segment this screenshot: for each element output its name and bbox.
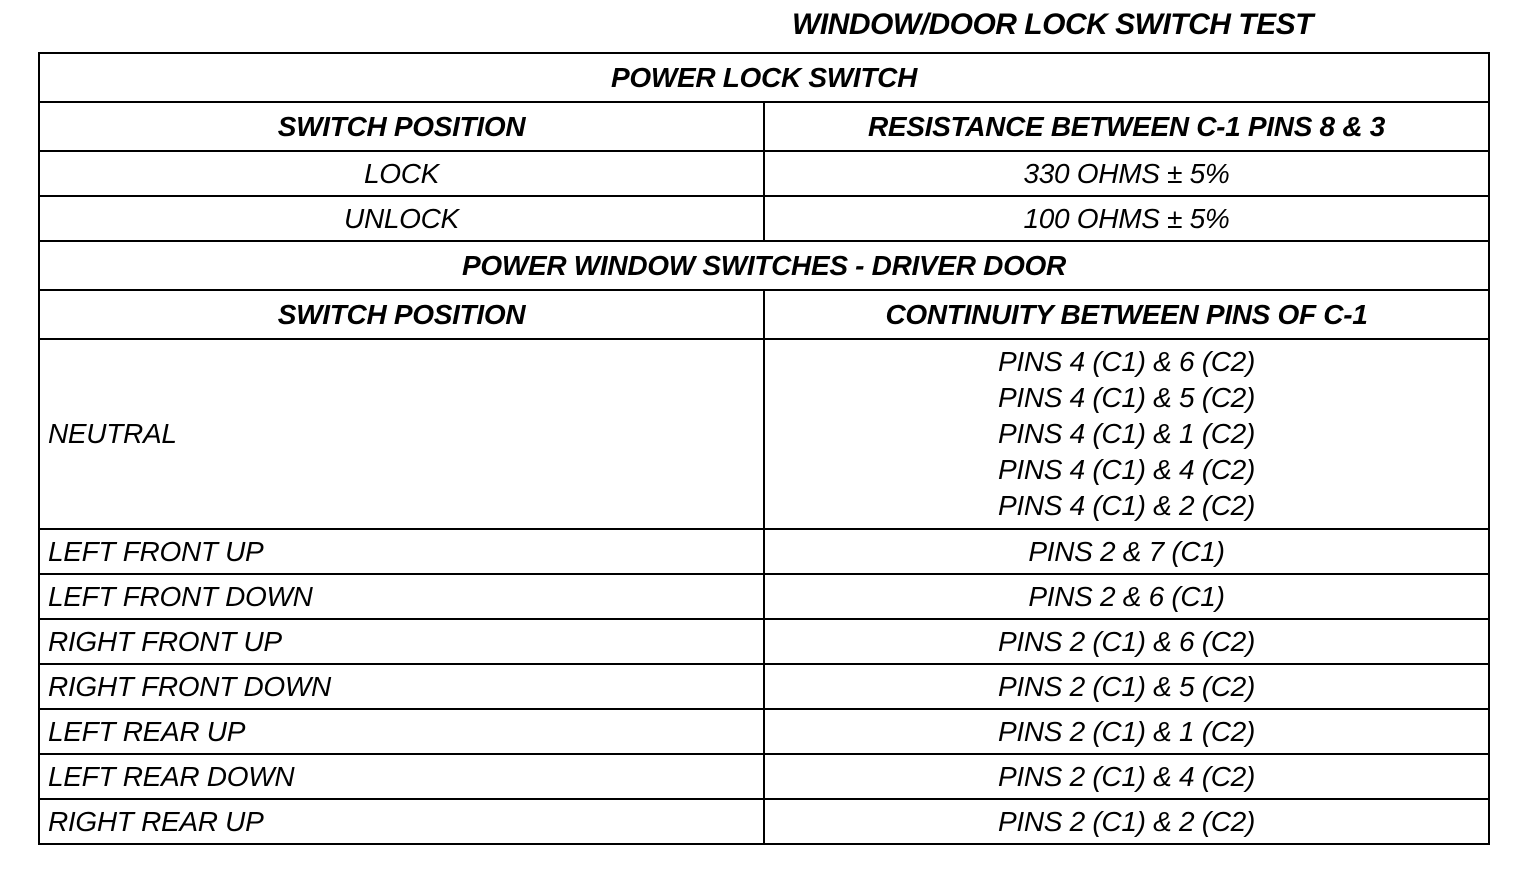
continuity-cell: PINS 2 & 6 (C1) [764, 574, 1489, 619]
resistance-cell: 100 OHMS ± 5% [764, 196, 1489, 241]
switch-position-cell: LOCK [39, 151, 764, 196]
switch-position-cell: RIGHT REAR UP [39, 799, 764, 844]
continuity-line: PINS 4 (C1) & 1 (C2) [998, 418, 1255, 449]
power-window-section-header [39, 241, 1489, 290]
switch-position-cell: RIGHT FRONT DOWN [39, 664, 764, 709]
table-row [39, 619, 1489, 664]
resistance-cell: 330 OHMS ± 5% [764, 151, 1489, 196]
table-row [39, 664, 1489, 709]
continuity-cell: PINS 2 (C1) & 1 (C2) [764, 709, 1489, 754]
power-window-continuity-header: CONTINUITY BETWEEN PINS OF C-1 [764, 290, 1489, 339]
table-row [39, 196, 1489, 241]
power-window-heading: POWER WINDOW SWITCHES - DRIVER DOOR [39, 241, 1489, 290]
switch-position-cell: RIGHT FRONT UP [39, 619, 764, 664]
continuity-cell: PINS 2 (C1) & 5 (C2) [764, 664, 1489, 709]
power-lock-resistance-header: RESISTANCE BETWEEN C-1 PINS 8 & 3 [764, 102, 1489, 151]
continuity-cell [764, 339, 1489, 529]
switch-position-cell: LEFT FRONT UP [39, 529, 764, 574]
table-row [39, 339, 1489, 529]
table-row [39, 529, 1489, 574]
switch-position-cell: UNLOCK [39, 196, 764, 241]
continuity-cell: PINS 2 (C1) & 2 (C2) [764, 799, 1489, 844]
table-row [39, 151, 1489, 196]
switch-position-cell: LEFT REAR DOWN [39, 754, 764, 799]
continuity-line: PINS 4 (C1) & 6 (C2) [998, 346, 1255, 377]
power-window-column-header [39, 290, 1489, 339]
switch-position-cell: LEFT REAR UP [39, 709, 764, 754]
power-lock-column-header [39, 102, 1489, 151]
continuity-line: PINS 4 (C1) & 5 (C2) [998, 382, 1255, 413]
continuity-cell: PINS 2 & 7 (C1) [764, 529, 1489, 574]
switch-position-cell: LEFT FRONT DOWN [39, 574, 764, 619]
power-lock-heading: POWER LOCK SWITCH [39, 53, 1489, 102]
table-row [39, 574, 1489, 619]
table-row [39, 754, 1489, 799]
continuity-line: PINS 4 (C1) & 4 (C2) [998, 454, 1255, 485]
continuity-cell: PINS 2 (C1) & 4 (C2) [764, 754, 1489, 799]
switch-position-cell: NEUTRAL [39, 339, 764, 529]
power-lock-position-header: SWITCH POSITION [39, 102, 764, 151]
table-row [39, 709, 1489, 754]
power-lock-section-header [39, 53, 1489, 102]
power-window-position-header: SWITCH POSITION [39, 290, 764, 339]
continuity-cell: PINS 2 (C1) & 6 (C2) [764, 619, 1489, 664]
table-row [39, 799, 1489, 844]
continuity-line: PINS 4 (C1) & 2 (C2) [998, 490, 1255, 521]
document-title: WINDOW/DOOR LOCK SWITCH TEST [792, 8, 1313, 41]
switch-test-table [38, 52, 1490, 845]
